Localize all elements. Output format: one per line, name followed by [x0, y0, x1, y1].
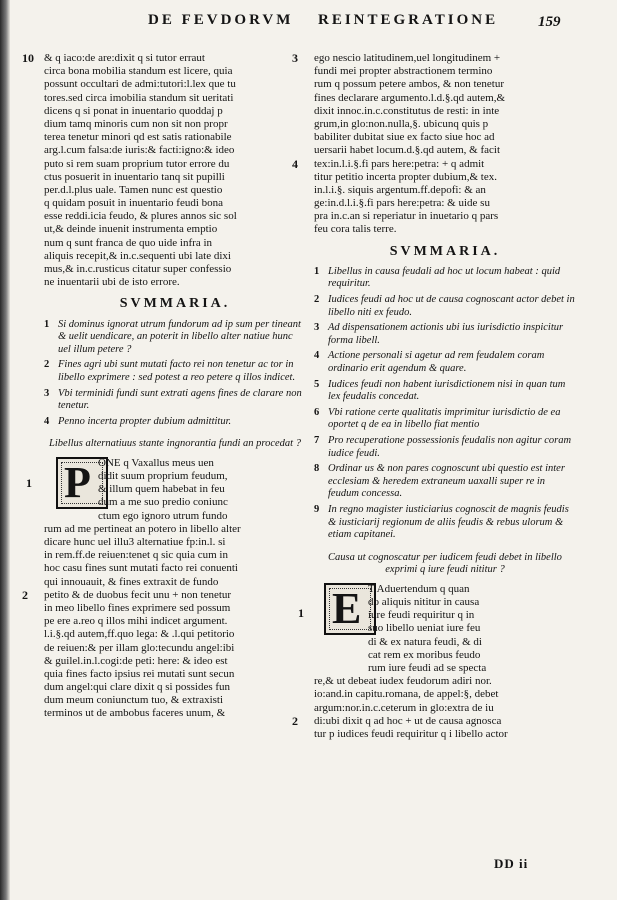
- text-line: [44, 263, 306, 276]
- right-top-paragraph: [292, 51, 576, 237]
- summaria-text: Penno incerta propter dubium admittitur.: [58, 415, 232, 427]
- line-text: per.d.l.plus uale. Tamen nunc est questio: [44, 183, 223, 196]
- line-text: de reiuen:& per illam glo:tecundu angel:ibi: [44, 641, 235, 654]
- line-text: dicens q si ponat in inuentario quoddaj p: [44, 104, 223, 117]
- binding-gutter: [0, 0, 10, 900]
- line-text: fundi mei propter abstractionem termino: [314, 65, 493, 78]
- line-text: ge:in.d.l.i.§.fi pars here:petra: & uide su: [314, 197, 490, 210]
- line-text: rum ad me pertineat an potero in libello alter: [44, 522, 241, 535]
- line-text: fines declarare argumento.l.d.§.qd autem,&: [314, 91, 506, 104]
- text-line: [314, 622, 576, 635]
- signature-mark: DD ii: [494, 856, 529, 871]
- right-rubric: Causa ut cognoscatur per iudicem feudi debet in libello exprimi q iure feudi nititur ?: [328, 551, 562, 576]
- line-text: in rem.ff.de reiuen:tenet q sic quia cum in: [44, 549, 228, 562]
- summaria-text: Vbi ratione certe qualitatis imprimitur iurisdictio de ea oportet q de ea in libello fiat mentio: [328, 406, 561, 431]
- line-text: iure feudi requiritur q in: [368, 609, 475, 622]
- summaria-number: 3: [314, 322, 320, 334]
- margin-number: 10: [22, 51, 34, 65]
- line-text: didit suum proprium feudum,: [98, 470, 228, 483]
- summaria-text: Si dominus ignorat utrum fundorum ad ip sum per tineant & uelit uendicare, an poterit in libello alter natiue hunc uel illum petere ?: [58, 318, 301, 355]
- line-text: dum meum coniunctum tuo, & extraxisti: [44, 694, 224, 707]
- summaria-item: [314, 322, 576, 347]
- text-line: [314, 92, 576, 105]
- summaria-item: [314, 379, 576, 404]
- line-text: petito & de duobus fecit unu + non tenetur: [44, 588, 232, 601]
- margin-number: 4: [292, 156, 298, 171]
- folio-number: 159: [538, 14, 561, 30]
- text-line: [314, 171, 576, 184]
- line-text: & illum quem habebat in feu: [98, 483, 225, 496]
- summaria-number: 6: [314, 406, 320, 418]
- line-text: terminos ut de ambobus faceres unum, &: [44, 707, 226, 720]
- line-text: argum:nor.in.c.ceterum in glo:extra de iu: [314, 701, 494, 714]
- line-text: ONE q Vaxallus meus uen: [98, 456, 214, 469]
- line-text: possunt occultari de admi:tutori:l.lex que tu: [44, 78, 236, 91]
- summaria-item: [314, 435, 576, 460]
- running-header: [0, 8, 617, 38]
- left-top-paragraph: [22, 51, 306, 289]
- margin-number: 2: [292, 713, 298, 728]
- line-text: grum,in glo:non.nulla,§. ubicunq quis p: [314, 117, 489, 130]
- text-line: [314, 609, 576, 622]
- line-text: mus,& in.c.rusticus citatur super confessio: [44, 263, 232, 275]
- left-rubric: Libellus alternatiuus stante ingnorantia fundi an procedat ?: [49, 438, 301, 450]
- summaria-text: Libellus in causa feudali ad hoc ut locum habeat : quid requiritur.: [328, 265, 561, 290]
- line-text: babiliter dubitat siue ex facto siue hoc ad: [314, 131, 495, 144]
- summaria-item: [314, 294, 576, 319]
- summaria-text: Fines agri ubi sunt mutati facto rei non tenetur ac tor in libello exprimere : sed potest a reo petere q illos indicet.: [58, 359, 296, 383]
- line-text: ctum ego ignoro utrum fundo: [98, 509, 228, 522]
- line-text: l.i.§.qd autem,ff.quo lega: & .l.qui petitorio: [44, 628, 235, 641]
- line-text: re,& ut debeat iudex feudorum adiri nor.: [314, 675, 492, 688]
- running-title-right: REINTEGRATIONE: [318, 12, 499, 28]
- text-line: [314, 197, 576, 210]
- text-line: [44, 171, 306, 184]
- summaria-number: 5: [314, 378, 320, 390]
- text-line: [44, 65, 306, 78]
- summaria-item: [314, 350, 576, 375]
- line-text: pe ere a.reo q illos mihi indicet argument.: [44, 615, 228, 628]
- text-line: [44, 510, 306, 523]
- line-text: quia fines facto ipsius rei mutati sunt secun: [44, 667, 235, 680]
- line-text: dicare hunc uel illu3 alternatiue fp:in.l. si: [44, 536, 226, 549]
- left-body: [22, 456, 306, 721]
- text-line: [44, 694, 306, 707]
- text-line: [44, 131, 306, 144]
- line-text: dixit innoc.in.c.constitutus de resti: in inte: [314, 104, 500, 117]
- summaria-text: Ordinar us & non pares cognoscunt ubi questio est inter ecclesiam & heredem extraneum uaxalli super re in feudum concessa.: [328, 463, 565, 500]
- margin-number: 2: [22, 587, 28, 602]
- text-line: [44, 118, 306, 131]
- margin-number: 1: [26, 475, 32, 490]
- text-line: [314, 184, 576, 197]
- line-text: & q iaco:de are:dixit q si tutor erraut: [44, 52, 205, 64]
- summaria-number: 8: [314, 463, 320, 475]
- summaria-number: 1: [44, 318, 50, 330]
- line-text: di:ubi dixit q ad hoc + ut de causa agnosca: [314, 714, 502, 727]
- text-line: [314, 65, 576, 78]
- summaria-text: In regno magister iusticiarius cognoscit de magnis feudis & iusticiarij regionum de aliis feudis & rebus ulorum & etiam capitanei.: [328, 503, 569, 541]
- summaria-number: 2: [44, 359, 50, 371]
- text-line: [292, 51, 576, 65]
- text-line: [44, 144, 306, 157]
- text-line: [314, 131, 576, 144]
- text-line: [314, 118, 576, 131]
- initial-letter: P: [64, 457, 91, 507]
- line-text: qui innouauit, & fines extraxit de fundo: [44, 575, 219, 588]
- line-text: di & ex natura feudi, & di: [368, 635, 482, 648]
- text-line: [44, 223, 306, 236]
- text-line: [44, 237, 306, 250]
- right-column: [292, 51, 576, 741]
- text-line: [314, 688, 576, 701]
- line-text: io:and.in capitu.romana, de appel:§, debet: [314, 688, 499, 701]
- summaria-number: 1: [314, 265, 320, 277]
- line-text: esse reddi.icia feudo, & plures annos sic sol: [44, 210, 237, 223]
- summaria-item: [44, 388, 306, 413]
- text-line: [314, 675, 576, 688]
- text-line: [314, 662, 576, 675]
- text-line: [314, 649, 576, 662]
- text-line: [44, 250, 306, 263]
- line-text: aliquis recepit,& in.c.sequenti ubi late dixi: [44, 249, 231, 262]
- line-text: tores.sed circa imobilia standum sit ueritati: [44, 91, 234, 104]
- margin-number: 3: [292, 51, 298, 65]
- text-line: [44, 197, 306, 210]
- line-text: circa bona mobilia standum est licere, quia: [44, 65, 233, 78]
- line-text: rum q possum petere ambos, & non tenetur: [314, 78, 505, 91]
- line-text: suo libello ueniat iure feu: [368, 622, 481, 635]
- text-line: [44, 523, 306, 536]
- line-text: ne inuentarii ubi de isto errore.: [44, 276, 180, 289]
- text-line: [44, 642, 306, 655]
- text-line: [22, 51, 306, 65]
- text-line: [44, 536, 306, 549]
- line-text: in.l.i.§. siquis argentum.ff.depofi: & an: [314, 183, 486, 196]
- text-line: [44, 628, 306, 641]
- text-line: [44, 655, 306, 668]
- text-line: [44, 78, 306, 91]
- summaria-text: Iudices feudi non habent iurisdictionem nisi in quan tum lex feudalis concedat.: [328, 378, 566, 403]
- summaria-item: [44, 416, 306, 429]
- line-text: ut,& deinde inuenit instrumenta emptio: [44, 223, 218, 236]
- text-line: [314, 596, 576, 609]
- text-line: [314, 702, 576, 715]
- text-line: [44, 184, 306, 197]
- summaria-item: [314, 407, 576, 432]
- summaria-text: Ad dispensationem actionis ubi ius iurisdictio inspicitur forma libell.: [328, 322, 564, 346]
- line-text: feu cora talis terre.: [314, 223, 397, 236]
- text-line: [44, 681, 306, 694]
- summaria-text: Pro recuperatione possessionis feudalis non agitur coram iudice feudi.: [328, 434, 572, 459]
- text-line: [44, 562, 306, 575]
- text-line: [314, 105, 576, 118]
- summaria-number: 4: [314, 350, 320, 362]
- line-text: ctus posuerit in inuentario tanq sit pupilli: [44, 170, 225, 183]
- text-line: [314, 223, 576, 236]
- right-summaria-title: SVMMARIA.: [389, 243, 501, 259]
- summaria-item: [314, 463, 576, 501]
- line-text: tex:in.l.i.§.fi pars here:petra: + q admit: [314, 157, 485, 170]
- text-line: [314, 583, 576, 596]
- right-body: [292, 582, 576, 741]
- text-line: [292, 156, 576, 171]
- summaria-number: 4: [44, 415, 50, 427]
- left-summaria-list: [44, 319, 306, 429]
- text-line: [44, 158, 306, 171]
- text-line: [44, 707, 306, 720]
- line-text: T Aduertendum q quan: [368, 582, 470, 595]
- text-line: [44, 576, 306, 589]
- summaria-item: [44, 319, 306, 357]
- right-summaria-list: [314, 266, 576, 542]
- line-text: hoc casu fines sunt mutati facto rei conuenti: [44, 562, 238, 575]
- line-text: pra in.c.an si reperiatur in inuetario q pars: [314, 210, 499, 223]
- summaria-text: Iudices feudi ad hoc ut de causa cognoscant actor debet in libello niti ex feudo.: [328, 294, 575, 318]
- summaria-text: Actione personali si agetur ad rem feudalem coram ordinario erit agendum & quare.: [328, 350, 545, 374]
- text-line: [314, 728, 576, 741]
- line-text: & guilel.in.l.cogi:de peti: here: & ideo est: [44, 654, 228, 667]
- text-line: [44, 496, 306, 509]
- left-column: [22, 51, 306, 721]
- initial-letter: E: [332, 583, 362, 633]
- summaria-number: 9: [314, 503, 320, 515]
- text-line: [314, 210, 576, 223]
- text-line: [44, 483, 306, 496]
- line-text: q quidam posuit in inuentario feudi bona: [44, 197, 224, 210]
- line-text: in meo libello fines exprimere sed possum: [44, 601, 231, 614]
- summaria-item: [44, 359, 306, 384]
- line-text: puto si rem suam proprium tutor errore du: [44, 157, 230, 170]
- line-text: tur p iudices feudi requiritur q i libello actor: [314, 727, 508, 740]
- line-text: terea tenetur minori qd est satis rationabile: [44, 131, 232, 144]
- line-text: num q sunt franca de quo uide infra in: [44, 236, 213, 249]
- running-title-left: DE FEVDORVM: [148, 12, 294, 28]
- text-line: [44, 105, 306, 118]
- text-line: [22, 587, 306, 602]
- margin-number: 1: [298, 605, 304, 620]
- text-line: [44, 210, 306, 223]
- text-line: [44, 615, 306, 628]
- left-summaria-title: SVMMARIA.: [119, 296, 231, 312]
- text-line: [44, 92, 306, 105]
- text-line: [44, 549, 306, 562]
- text-line: [44, 470, 306, 483]
- summaria-number: 2: [314, 294, 320, 306]
- text-line: [292, 713, 576, 728]
- line-text: arg.l.cum falsa:de iuris:& facti:igno:& ideo: [44, 144, 235, 157]
- text-line: [314, 78, 576, 91]
- summaria-number: 7: [314, 434, 320, 446]
- summaria-number: 3: [44, 387, 50, 399]
- line-text: do aliquis nititur in causa: [368, 596, 480, 609]
- text-line: [314, 144, 576, 157]
- text-line: [44, 276, 306, 289]
- line-text: uersarii habet locum.d.§.qd autem, & facit: [314, 144, 501, 157]
- line-text: titur petitio incerta propter dubium,& tex.: [314, 170, 497, 183]
- summaria-text: Vbi terminidi fundi sunt extrati agens fines de clarare non tenetur.: [58, 387, 302, 412]
- text-line: [44, 457, 306, 470]
- text-line: [44, 668, 306, 681]
- line-text: rum iure feudi ad se specta: [368, 662, 487, 675]
- line-text: dum a me suo predio coniunc: [98, 496, 228, 509]
- summaria-item: [314, 504, 576, 542]
- summaria-item: [314, 266, 576, 291]
- line-text: cat rem ex moribus feudo: [368, 648, 481, 661]
- text-line: [44, 602, 306, 615]
- line-text: dum angel:qui clare dixit q si possides fun: [44, 681, 231, 694]
- line-text: ego nescio latitudinem,uel longitudinem +: [314, 52, 501, 64]
- line-text: dium tamq minoris cum non sit non propr: [44, 117, 228, 130]
- text-line: [314, 636, 576, 649]
